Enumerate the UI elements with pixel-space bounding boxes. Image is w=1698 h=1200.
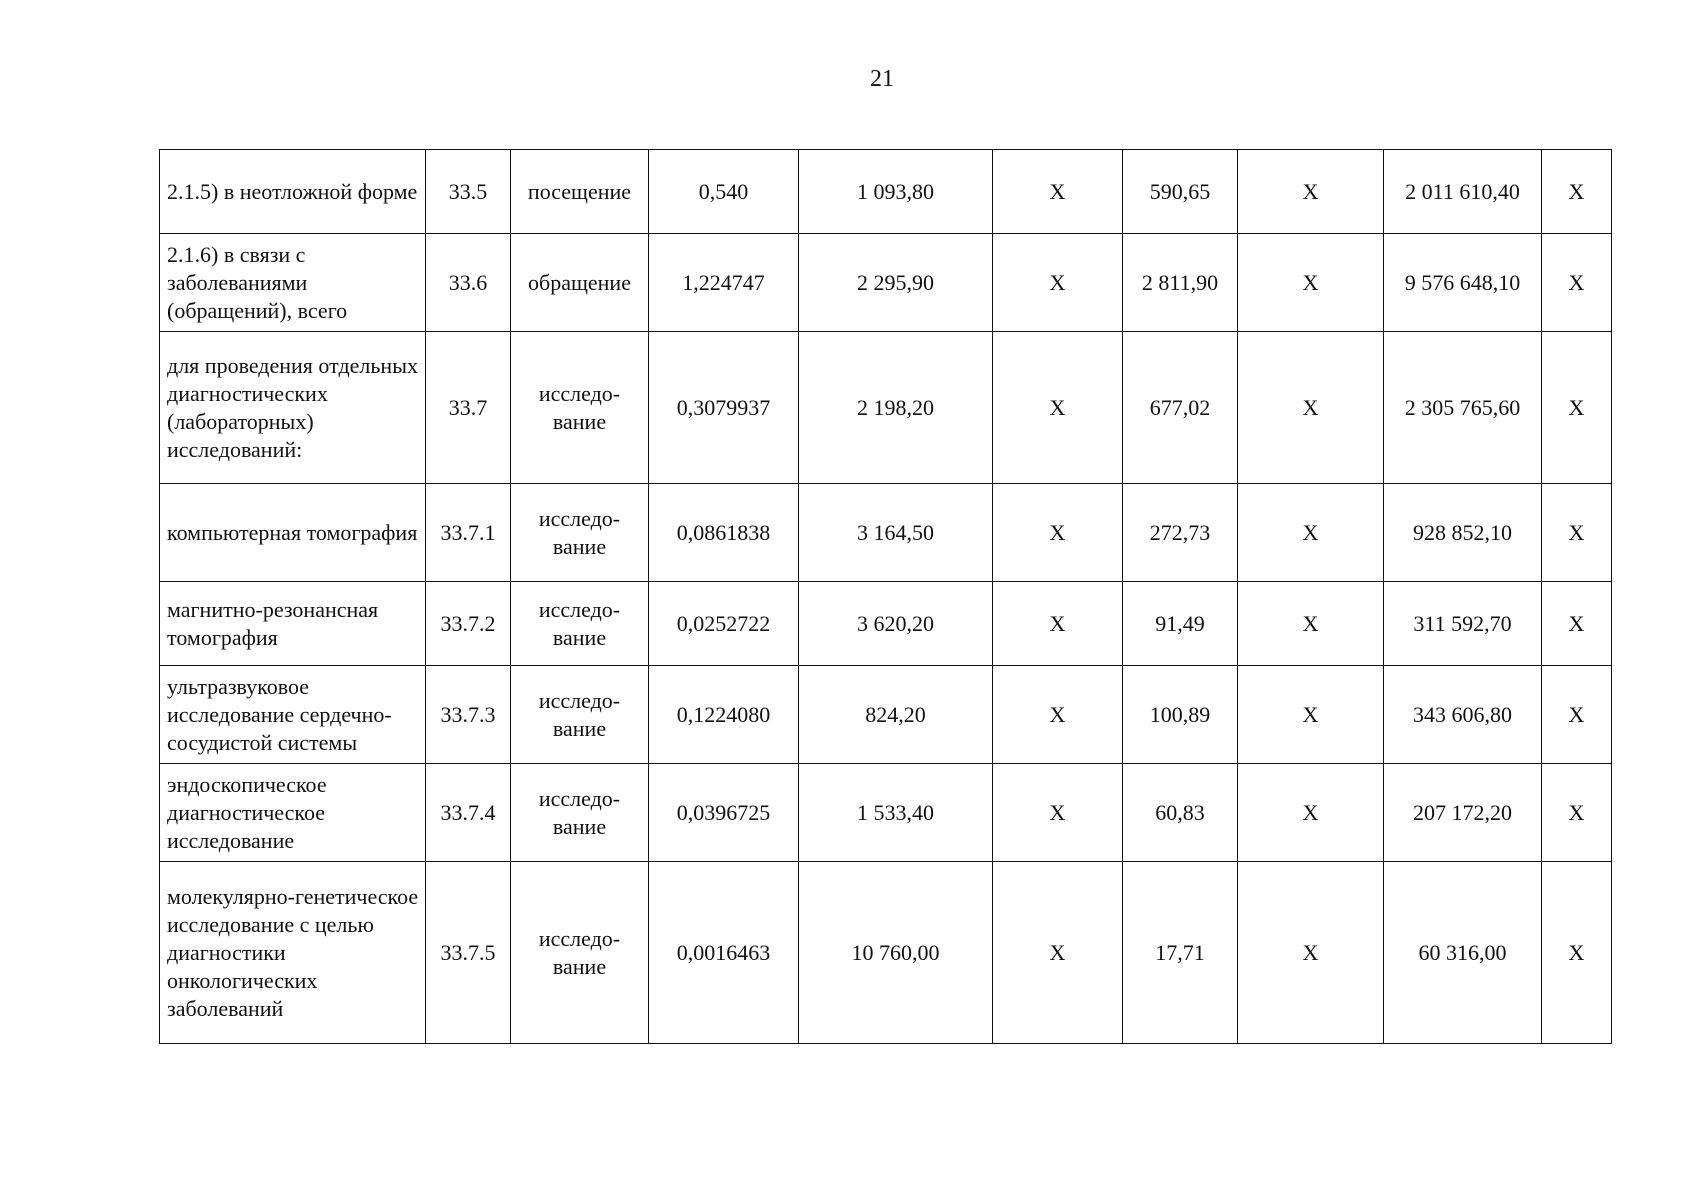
row-unit-cell: исследо-вание (511, 764, 649, 862)
row-name-cell: молекулярно-генетическое исследование с целью диагностики онкологических заболеваний (160, 862, 426, 1044)
row-x-cell: X (1542, 764, 1612, 862)
row-cost-cell: 2 198,20 (799, 332, 993, 484)
table-row (160, 764, 1612, 862)
row-x-cell: X (1542, 666, 1612, 764)
table-row (160, 234, 1612, 332)
row-per-capita-cell: 91,49 (1123, 582, 1238, 666)
row-per-capita-cell: 17,71 (1123, 862, 1238, 1044)
row-x-cell: X (1542, 234, 1612, 332)
row-volume-cell: 0,0861838 (649, 484, 799, 582)
row-total-cell: 311 592,70 (1384, 582, 1542, 666)
row-x-cell: X (1238, 582, 1384, 666)
row-volume-cell: 0,0016463 (649, 862, 799, 1044)
row-x-cell: X (1238, 234, 1384, 332)
row-unit-cell: посещение (511, 150, 649, 234)
row-x-cell: X (993, 332, 1123, 484)
row-x-cell: X (1542, 582, 1612, 666)
page-number: 21 (870, 66, 894, 92)
row-unit-cell: исследо-вание (511, 862, 649, 1044)
row-total-cell: 2 305 765,60 (1384, 332, 1542, 484)
row-cost-cell: 1 093,80 (799, 150, 993, 234)
table-row (160, 484, 1612, 582)
row-name-cell: магнитно-резонансная томография (160, 582, 426, 666)
table-row (160, 150, 1612, 234)
row-code-cell: 33.7.4 (426, 764, 511, 862)
row-code-cell: 33.7 (426, 332, 511, 484)
row-x-cell: X (993, 764, 1123, 862)
row-x-cell: X (1238, 150, 1384, 234)
row-per-capita-cell: 60,83 (1123, 764, 1238, 862)
row-volume-cell: 1,224747 (649, 234, 799, 332)
row-per-capita-cell: 677,02 (1123, 332, 1238, 484)
row-x-cell: X (1542, 862, 1612, 1044)
row-volume-cell: 0,540 (649, 150, 799, 234)
row-name-cell: эндоскопическое диагностическое исследование (160, 764, 426, 862)
row-cost-cell: 10 760,00 (799, 862, 993, 1044)
row-unit-cell: исследо-вание (511, 332, 649, 484)
row-code-cell: 33.7.5 (426, 862, 511, 1044)
row-x-cell: X (1542, 332, 1612, 484)
table-row (160, 582, 1612, 666)
row-unit-cell: исследо-вание (511, 666, 649, 764)
row-x-cell: X (1238, 862, 1384, 1044)
row-total-cell: 2 011 610,40 (1384, 150, 1542, 234)
row-x-cell: X (1542, 150, 1612, 234)
row-cost-cell: 824,20 (799, 666, 993, 764)
row-code-cell: 33.7.3 (426, 666, 511, 764)
row-x-cell: X (1542, 484, 1612, 582)
row-x-cell: X (1238, 484, 1384, 582)
row-code-cell: 33.6 (426, 234, 511, 332)
row-per-capita-cell: 590,65 (1123, 150, 1238, 234)
row-code-cell: 33.5 (426, 150, 511, 234)
row-x-cell: X (993, 234, 1123, 332)
row-volume-cell: 0,1224080 (649, 666, 799, 764)
row-x-cell: X (993, 484, 1123, 582)
row-per-capita-cell: 100,89 (1123, 666, 1238, 764)
row-cost-cell: 3 164,50 (799, 484, 993, 582)
row-x-cell: X (1238, 764, 1384, 862)
table-row (160, 332, 1612, 484)
row-unit-cell: исследо-вание (511, 582, 649, 666)
row-code-cell: 33.7.1 (426, 484, 511, 582)
table-row (160, 862, 1612, 1044)
row-x-cell: X (993, 582, 1123, 666)
row-unit-cell: обращение (511, 234, 649, 332)
row-volume-cell: 0,0252722 (649, 582, 799, 666)
row-x-cell: X (993, 862, 1123, 1044)
row-name-cell: компьютерная томография (160, 484, 426, 582)
row-per-capita-cell: 2 811,90 (1123, 234, 1238, 332)
row-unit-cell: исследо-вание (511, 484, 649, 582)
data-table (159, 149, 1612, 1044)
row-volume-cell: 0,0396725 (649, 764, 799, 862)
row-name-cell: для проведения отдельных диагностических (лабораторных) исследований: (160, 332, 426, 484)
table-row (160, 666, 1612, 764)
row-total-cell: 60 316,00 (1384, 862, 1542, 1044)
row-volume-cell: 0,3079937 (649, 332, 799, 484)
row-cost-cell: 2 295,90 (799, 234, 993, 332)
row-x-cell: X (1238, 332, 1384, 484)
row-cost-cell: 1 533,40 (799, 764, 993, 862)
row-name-cell: 2.1.6) в связи с заболеваниями (обращений), всего (160, 234, 426, 332)
row-total-cell: 343 606,80 (1384, 666, 1542, 764)
row-name-cell: ультразвуковое исследование сердечно-сосудистой системы (160, 666, 426, 764)
row-cost-cell: 3 620,20 (799, 582, 993, 666)
row-total-cell: 928 852,10 (1384, 484, 1542, 582)
row-x-cell: X (993, 150, 1123, 234)
row-total-cell: 207 172,20 (1384, 764, 1542, 862)
row-code-cell: 33.7.2 (426, 582, 511, 666)
row-x-cell: X (1238, 666, 1384, 764)
row-name-cell: 2.1.5) в неотложной форме (160, 150, 426, 234)
row-total-cell: 9 576 648,10 (1384, 234, 1542, 332)
row-per-capita-cell: 272,73 (1123, 484, 1238, 582)
row-x-cell: X (993, 666, 1123, 764)
